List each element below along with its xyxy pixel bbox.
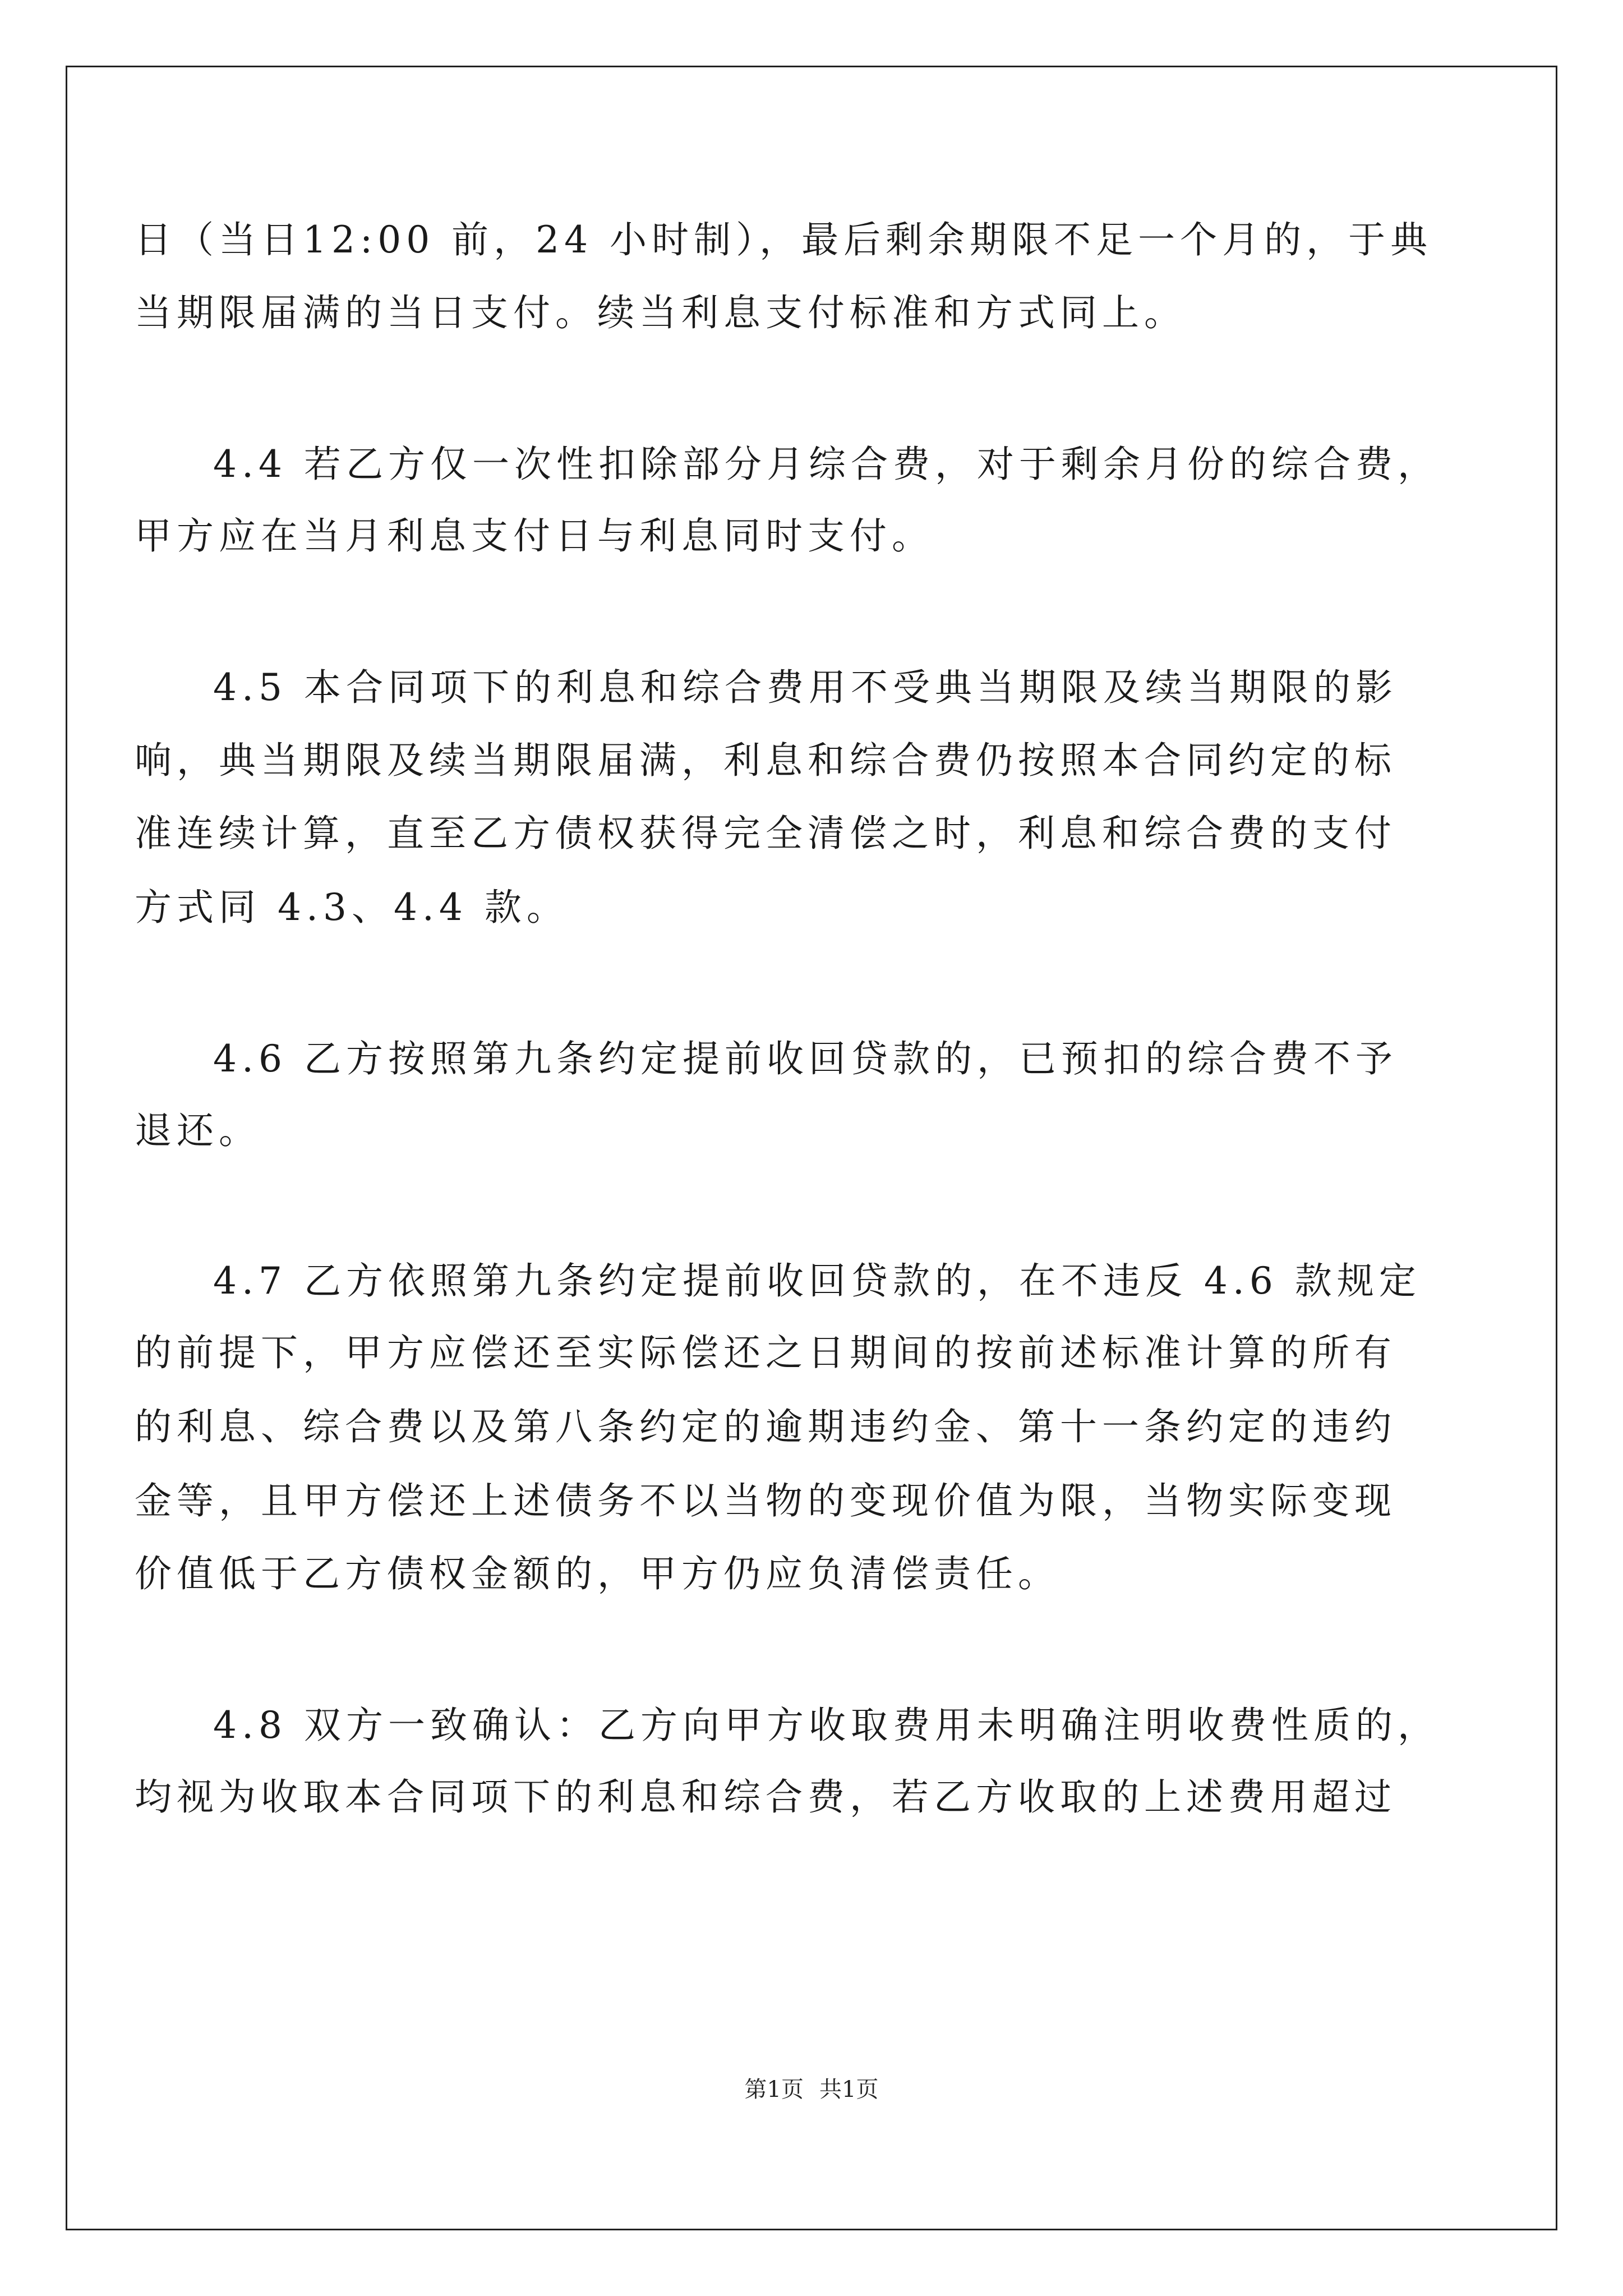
text-line: 的前提下，甲方应偿还至实际偿还之日期间的按前述标准计算的所有 [135,1331,1396,1374]
page-number: 第1页 [744,2077,804,2102]
text-line: 日（当日12:00 前，24 小时制），最后剩余期限不足一个月的，于典 [135,218,1433,261]
text-line: 的利息、综合费以及第八条约定的逾期违约金、第十一条约定的违约 [135,1405,1396,1448]
text-line: 当期限届满的当日支付。续当利息支付标准和方式同上。 [135,291,1186,334]
text-line: 准连续计算，直至乙方债权获得完全清偿之时，利息和综合费的支付 [135,812,1396,855]
page-total: 共1页 [819,2077,879,2102]
text-line: 价值低于乙方债权金额的，甲方仍应负清偿责任。 [135,1552,1060,1595]
page-border [66,66,1557,2230]
text-line: 金等，且甲方偿还上述债务不以当物的变现价值为限，当物实际变现 [135,1479,1396,1522]
text-line: 方式同 4.3、4.4 款。 [135,886,569,929]
text-line: 响，典当期限及续当期限届满，利息和综合费仍按照本合同约定的标 [135,739,1396,782]
clause-4-7-line: 4.7 乙方依照第九条约定提前收回贷款的，在不违反 4.6 款规定 [213,1259,1421,1303]
clause-4-6-line: 4.6 乙方按照第九条约定提前收回贷款的，已预扣的综合费不予 [213,1037,1398,1080]
clause-4-4-line: 4.4 若乙方仅一次性扣除部分月综合费，对于剩余月份的综合费， [213,443,1440,486]
text-line: 甲方应在当月利息支付日与利息同时支付。 [135,514,934,558]
clause-4-5-line: 4.5 本合同项下的利息和综合费用不受典当期限及续当期限的影 [213,666,1398,709]
clause-4-8-line: 4.8 双方一致确认：乙方向甲方收取费用未明确注明收费性质的， [213,1704,1440,1747]
text-line: 均视为收取本合同项下的利息和综合费，若乙方收取的上述费用超过 [135,1775,1396,1819]
page-footer [0,2076,1623,2104]
text-line: 退还。 [135,1109,261,1152]
